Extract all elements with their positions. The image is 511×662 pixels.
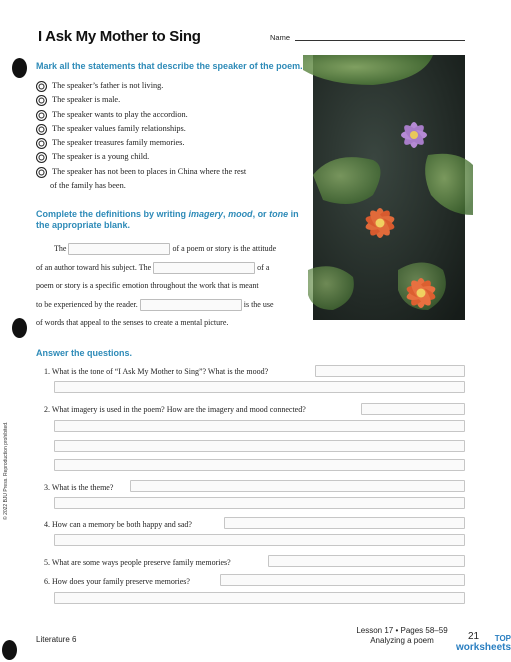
- binder-hole-bottom: [2, 640, 17, 660]
- answer-field[interactable]: [54, 420, 465, 432]
- tone-blank[interactable]: [68, 243, 170, 255]
- answer-field[interactable]: [268, 555, 465, 567]
- question-3: 3. What is the theme?: [44, 483, 114, 492]
- mood-blank[interactable]: [153, 262, 255, 274]
- name-field[interactable]: [295, 40, 465, 41]
- section1-heading: Mark all the statements that describe the speaker of the poem.: [36, 61, 303, 71]
- question-4: 4. How can a memory be both happy and sad?: [44, 520, 192, 529]
- statement-item: The speaker wants to play the accordion.: [36, 108, 306, 122]
- name-label: Name: [270, 33, 291, 42]
- statement-checkbox[interactable]: [36, 95, 47, 106]
- statement-item: The speaker is a young child.: [36, 150, 306, 164]
- binder-hole-middle: [12, 318, 27, 338]
- answer-field[interactable]: [54, 381, 465, 393]
- statement-checkbox[interactable]: [36, 138, 47, 149]
- statement-checkbox[interactable]: [36, 167, 47, 178]
- statement-item: The speaker has not been to places in China where the rest: [36, 165, 306, 179]
- binder-hole-top: [12, 58, 27, 78]
- answer-field[interactable]: [130, 480, 465, 492]
- page-title: I Ask My Mother to Sing: [38, 28, 201, 45]
- lotus-pond-photo: [313, 55, 465, 320]
- statement-item: The speaker’s father is not living.: [36, 79, 306, 93]
- answer-field[interactable]: [54, 592, 465, 604]
- copyright-notice: © 2022 BJU Press. Reproduction prohibited.: [3, 421, 9, 520]
- footer-subtitle: Analyzing a poem: [370, 636, 434, 645]
- footer-course: Literature 6: [36, 635, 77, 644]
- statement-item: The speaker values family relationships.: [36, 122, 306, 136]
- statement-checkbox[interactable]: [36, 152, 47, 163]
- answer-field[interactable]: [361, 403, 465, 415]
- statement-item: The speaker treasures family memories.: [36, 136, 306, 150]
- question-1: 1. What is the tone of “I Ask My Mother to Sing”? What is the mood?: [44, 367, 269, 376]
- answer-field[interactable]: [54, 497, 465, 509]
- answer-field[interactable]: [54, 440, 465, 452]
- answer-field[interactable]: [54, 459, 465, 471]
- answer-field[interactable]: [224, 517, 465, 529]
- footer-lesson-info: [352, 626, 452, 646]
- section3-heading: Answer the questions.: [36, 348, 133, 358]
- footer-lesson: Lesson 17 • Pages 58–59: [356, 626, 448, 635]
- question-5: 5. What are some ways people preserve family memories?: [44, 558, 231, 567]
- brand-top: TOP: [494, 634, 511, 643]
- answer-field[interactable]: [220, 574, 465, 586]
- question-6: 6. How does your family preserve memories?: [44, 577, 190, 586]
- answer-field[interactable]: [54, 534, 465, 546]
- imagery-blank[interactable]: [140, 299, 242, 311]
- definitions-paragraph: The of a poem or story is the attitude of an author toward his subject. The of a poem or story is a specific emotion throughout the work that is meant to be experienced by the reader. is the use of words that appeal to the senses to create a mental picture.: [36, 244, 277, 327]
- brand-bottom: worksheets: [456, 642, 511, 653]
- answer-field[interactable]: [315, 365, 465, 377]
- page-number: 21: [468, 631, 480, 642]
- brand-logo: [456, 634, 511, 653]
- lotus-pond-illustration: [313, 55, 465, 320]
- statement-checkbox[interactable]: [36, 124, 47, 135]
- statement-checkbox[interactable]: [36, 81, 47, 92]
- section2-heading: Complete the definitions by writing imagery, mood, or tone in the appropriate blank.: [36, 209, 299, 230]
- statement-checkbox[interactable]: [36, 110, 47, 121]
- statement-item: The speaker is male.: [36, 93, 306, 107]
- statement-list: [36, 79, 306, 193]
- statement-continuation: of the family has been.: [50, 181, 126, 191]
- question-2: 2. What imagery is used in the poem? How are the imagery and mood connected?: [44, 405, 306, 414]
